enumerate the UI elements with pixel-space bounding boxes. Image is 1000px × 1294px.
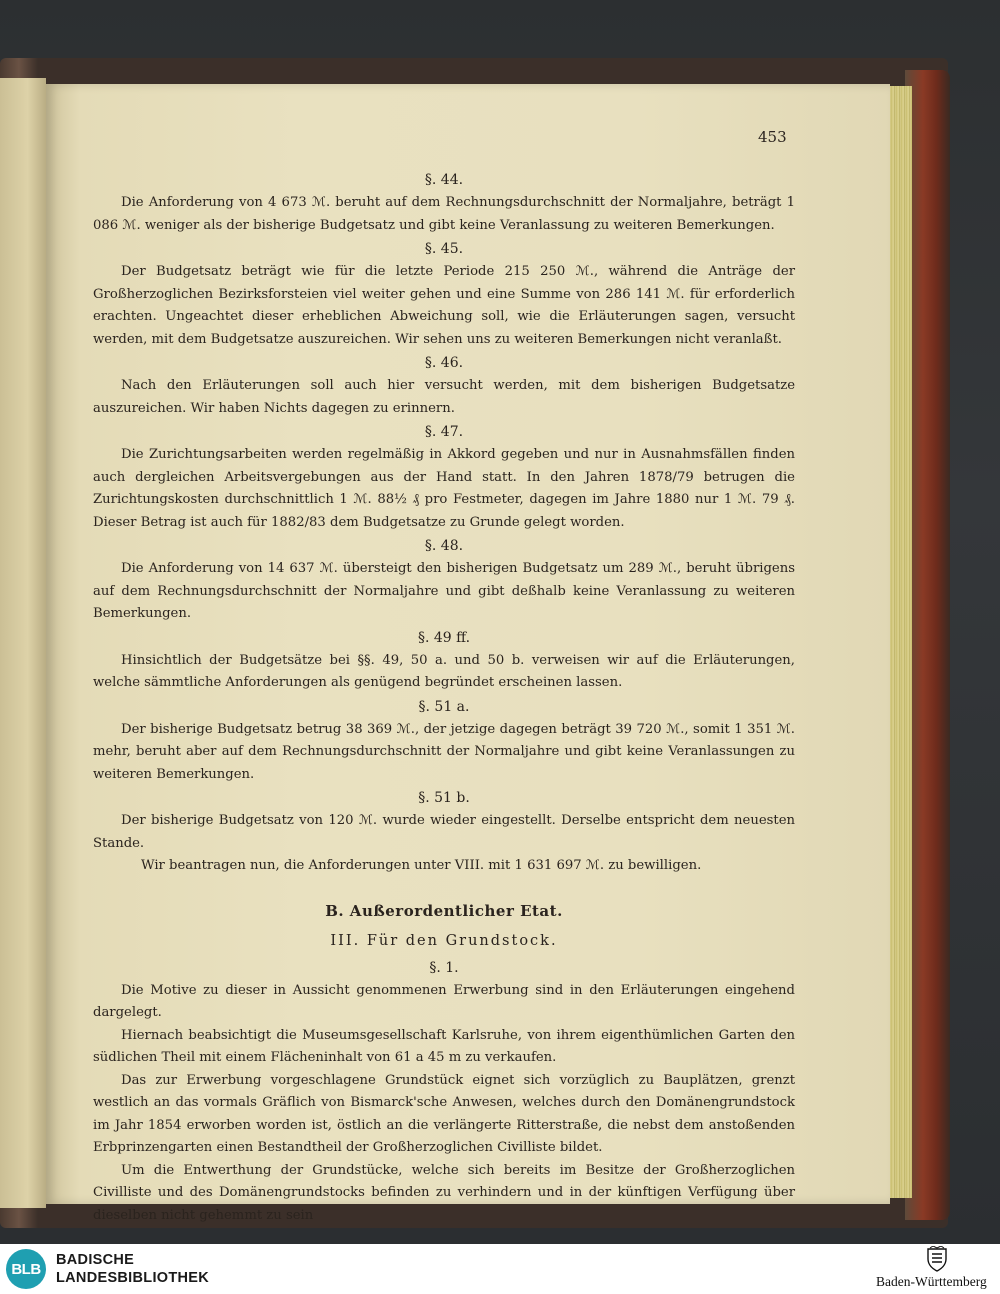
section-heading: §. 48. (424, 538, 464, 554)
section-49 (93, 626, 795, 695)
library-name-line1: BADISCHE (56, 1252, 135, 1268)
section-paragraph: Hinsichtlich der Budgetsätze bei §§. 49, 50 a. und 50 b. verweisen wir auf die Erläuterungen, welche sämmtliche Anforderungen als genügend begründet erscheinen lassen. (93, 652, 795, 690)
section-heading: §. 1. (429, 959, 459, 976)
section-48 (93, 534, 795, 626)
page-number: 453 (758, 128, 787, 146)
section-44 (93, 168, 795, 237)
section-47 (93, 420, 795, 534)
section-heading: §. 51 a. (418, 698, 470, 715)
library-name[interactable] (56, 1251, 209, 1287)
section-paragraph: Um die Entwerthung der Grundstücke, welche sich bereits im Besitze der Großherzoglichen Civilliste und des Domänengrundstocks befinden zu verhindern und in der künftigen Verfügung über dieselben nicht gehemmt zu sein (93, 1162, 795, 1223)
blb-logo[interactable]: BLB (6, 1249, 46, 1289)
section-heading: §. 45. (424, 241, 464, 257)
section-paragraph: Der bisherige Budgetsatz betrug 38 369 ℳ., der jetzige dagegen beträgt 39 720 ℳ., somit 1 351 ℳ. mehr, beruht aber auf dem Rechnungsdurchschnitt der Normaljahre und gibt keine Veranlassungen zu weiteren Bemerkungen. (93, 721, 795, 782)
section-paragraph: Die Anforderung von 14 637 ℳ. übersteigt den bisherigen Budgetsatz um 289 ℳ., beruht übrigens auf dem Rechnungsdurchschnitt der Normaljahre und gibt deßhalb keine Veranlassung zu weiteren Bemerkungen. (93, 561, 795, 621)
section-paragraph: Das zur Erwerbung vorgeschlagene Grundstück eignet sich vorzüglich zu Bauplätzen, grenzt westlich an das vormals Gräflich von Bismarck'sche Anwesen, welches durch den Domänengrundstock im Jahr 1854 erworben worden ist, östlich an die verlängerte Ritterstraße, die nebst dem anstoßenden Erbprinzengarten einen Bestandtheil der Großherzoglichen Civilliste bildet. (93, 1072, 795, 1155)
left-page-edge (0, 78, 46, 1208)
coat-of-arms-icon (926, 1246, 948, 1272)
section-paragraph: Der bisherige Budgetsatz von 120 ℳ. wurde wieder eingestellt. Derselbe entspricht dem neuesten Stande. (93, 813, 795, 851)
section-heading: §. 49 ff. (417, 629, 471, 646)
section-51b (93, 786, 795, 878)
section-46 (93, 351, 795, 420)
library-name-line2: LANDESBIBLIOTHEK (56, 1270, 210, 1286)
section-heading: §. 47. (424, 424, 464, 440)
section-paragraph: Der Budgetsatz beträgt wie für die letzte Periode 215 250 ℳ., während die Anträge der Großherzoglichen Bezirksforsteien viel weiter gehen und eine Summe von 286 141 ℳ. für erforderlich erachten. Ungeachtet dieser erheblichen Abweichung soll, wie die Erläuterungen sagen, versucht werden, mit dem Budgetsatze auszureichen. Wir sehen uns zu weiteren Bemerkungen nicht veranlaßt. (93, 264, 795, 347)
section-paragraph: Hiernach beabsichtigt die Museumsgesellschaft Karlsruhe, von ihrem eigenthümlichen Garten den südlichen Theil mit einem Flächeninhalt von 61 a 45 m zu verkaufen. (93, 1027, 795, 1065)
state-name[interactable]: Baden-Württemberg (876, 1274, 987, 1289)
section-paragraph: Die Zurichtungsarbeiten werden regelmäßig in Akkord gegeben und nur in Ausnahmsfällen finden auch dergleichen Arbeitsvergebungen aus der Hand statt. In den Jahren 1878/79 betrugen die Zurichtungskosten durchschnittlich 1 ℳ. 88½ ₰ pro Festmeter, dagegen im Jahre 1880 nur 1 ℳ. 79 ₰. Dieser Betrag ist auch für 1882/83 dem Budgetsatze zu Grunde gelegt worden. (93, 447, 795, 530)
section-heading: §. 46. (424, 355, 464, 371)
section-paragraph: Die Anforderung von 4 673 ℳ. beruht auf dem Rechnungsdurchschnitt der Normaljahre, beträgt 1 086 ℳ. weniger als der bisherige Budgetsatz und gibt keine Veranlassung zu weiteren Bemerkungen. (93, 195, 795, 233)
page-content (93, 168, 795, 1227)
part-b (93, 896, 795, 1228)
section-51a (93, 695, 795, 787)
part-title: B. Außerordentlicher Etat. (325, 901, 563, 920)
motion-paragraph: Wir beantragen nun, die Anforderungen unter VIII. mit 1 631 697 ℳ. zu bewilligen. (141, 858, 702, 873)
section-paragraph: Die Motive zu dieser in Aussicht genommenen Erwerbung sind in den Erläuterungen eingehend dargelegt. (93, 982, 795, 1020)
section-heading: §. 44. (424, 172, 464, 188)
part-subtitle: III. Für den Grundstock. (330, 932, 558, 949)
section-heading: §. 51 b. (418, 790, 470, 806)
section-paragraph: Nach den Erläuterungen soll auch hier versucht werden, mit dem bisherigen Budgetsatze auszureichen. Wir haben Nichts dagegen zu erinnern. (93, 378, 795, 416)
section-45 (93, 237, 795, 351)
